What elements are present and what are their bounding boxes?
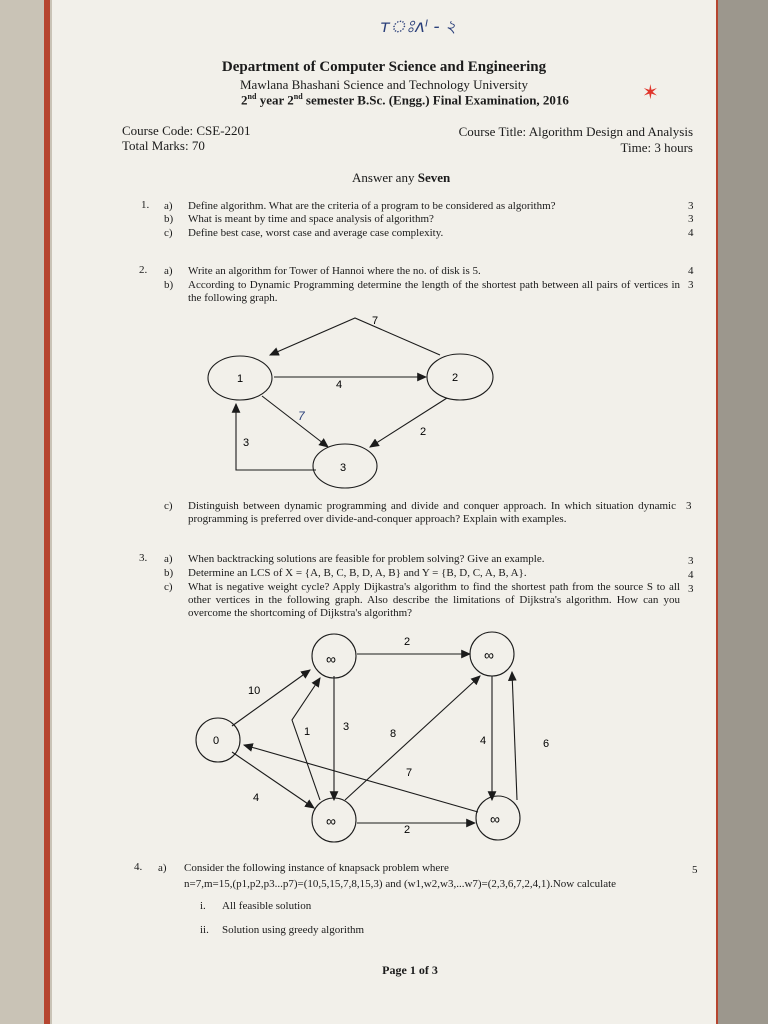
- q4-number: 4.: [134, 861, 143, 873]
- graph1-weight-1-2: 4: [336, 379, 343, 391]
- q4a-line1: Consider the following instance of knapsack problem where: [184, 862, 449, 874]
- q4-item-1-label: i.: [200, 900, 206, 912]
- page-number: Page 1 of 3: [382, 963, 438, 977]
- q2b-label: b): [164, 279, 174, 291]
- q3b-marks: 4: [688, 569, 694, 581]
- graph2-weight-br-tr: 6: [543, 738, 550, 750]
- total-marks: Total Marks: 70: [122, 138, 205, 153]
- graph2-weight-s-bl: 4: [253, 792, 260, 804]
- graph2-node-top-left: ∞: [326, 651, 336, 667]
- q2a-text: Write an algorithm for Tower of Hannoi where the no. of disk is 5.: [188, 265, 481, 277]
- q1b-marks: 3: [688, 213, 694, 225]
- q3b-text: Determine an LCS of X = {A, B, C, B, D, A, B} and Y = {B, D, C, A, B, A}.: [188, 567, 527, 579]
- q4a-label: a): [158, 862, 167, 874]
- q3c-text: What is negative weight cycle? Apply Dijkastra's algorithm to find the shortest path from the source S to all other vertices in the following graph. Also describe the limitations of Dijkstra's algorithm. How can you overcome the shortcoming of Dijkstra's algorithm?: [188, 581, 680, 619]
- q1a-text: Define algorithm. What are the criteria of a program to be considered as algorithm?: [188, 200, 556, 212]
- q1c-marks: 4: [688, 227, 694, 239]
- q1a-label: a): [164, 200, 173, 212]
- q3-number: 3.: [139, 552, 148, 564]
- edge-s-tl: [232, 670, 310, 726]
- department-title: Department of Computer Science and Engineering: [221, 59, 547, 75]
- q3a-label: a): [164, 553, 173, 565]
- edge-s-bl: [232, 752, 314, 808]
- edge-bl-tl: [292, 678, 320, 800]
- graph1-weight-2-1: 7: [372, 315, 379, 327]
- q3a-text: When backtracking solutions are feasible for problem solving? Give an example.: [188, 553, 545, 565]
- course-title: Course Title: Algorithm Design and Analysis: [458, 124, 693, 139]
- q4a-marks: 5: [692, 864, 698, 876]
- q4-item-1-text: All feasible solution: [222, 900, 312, 912]
- handwritten-note: ᴛঃᴧᴵ - ২: [380, 17, 457, 37]
- edge-2-3: [370, 398, 447, 447]
- graph1-handwritten-annotation: 7: [298, 409, 305, 423]
- exam-title: 2nd year 2nd semester B.Sc. (Engg.) Final Examination, 2016: [241, 92, 569, 108]
- red-star-mark: ✶: [642, 80, 659, 104]
- graph2-weight-bl-tr: 8: [390, 728, 397, 740]
- university-name: Mawlana Bhashani Science and Technology University: [239, 77, 529, 92]
- graph2-weight-tl-tr: 2: [404, 636, 411, 648]
- edge-2-1: [270, 318, 440, 355]
- graph2-weight-bl-br: 2: [404, 824, 411, 836]
- q3b-label: b): [164, 567, 174, 579]
- q2c-marks: 3: [686, 500, 692, 512]
- edge-1-3: [262, 396, 328, 447]
- graph2-weight-bl-tl: 1: [304, 726, 311, 738]
- edge-br-tr: [512, 672, 517, 800]
- graph1-weight-2-3: 2: [420, 426, 427, 438]
- q2b-text: According to Dynamic Programming determine the length of the shortest path between all pairs of vertices in the following graph.: [188, 279, 680, 304]
- edge-br-s: [244, 745, 478, 812]
- q4a-line2: n=7,m=15,(p1,p2,p3...p7)=(10,5,15,7,8,15,3) and (w1,w2,w3,...w7)=(2,3,6,7,2,4,1).Now calculate: [184, 878, 617, 890]
- edge-bl-tr: [345, 676, 480, 800]
- q1c-text: Define best case, worst case and average case complexity.: [188, 227, 444, 239]
- exam-time: Time: 3 hours: [620, 140, 693, 155]
- graph1-node-2-circle: [427, 354, 493, 400]
- graph1-node-2: 2: [452, 372, 459, 384]
- q2a-label: a): [164, 265, 173, 277]
- q2b-marks: 3: [688, 279, 694, 291]
- q1c-label: c): [164, 227, 173, 239]
- q2c-label: c): [164, 500, 173, 512]
- q2c-text: Distinguish between dynamic programming and divide and conquer approach. In which situation dynamic programming is preferred over divide-and-conquer approach? Explain with examples.: [188, 500, 676, 525]
- q1b-label: b): [164, 213, 174, 225]
- graph1-weight-3-1: 3: [243, 437, 250, 449]
- graph1-node-3: 3: [340, 462, 347, 474]
- q1a-marks: 3: [688, 200, 694, 212]
- q3c-label: c): [164, 581, 173, 593]
- q2-number: 2.: [139, 264, 148, 276]
- instruction: Answer any Seven: [352, 170, 451, 185]
- graph2-node-bottom-left: ∞: [326, 813, 336, 829]
- graph2-node-bottom-right: ∞: [490, 811, 500, 827]
- q3a-marks: 3: [688, 555, 694, 567]
- q2a-marks: 4: [688, 265, 694, 277]
- q1b-text: What is meant by time and space analysis of algorithm?: [188, 213, 434, 225]
- q4-item-2-label: ii.: [200, 924, 209, 936]
- graph2-weight-tr-br: 4: [480, 735, 487, 747]
- course-code: Course Code: CSE-2201: [122, 123, 251, 138]
- graph1-node-1: 1: [237, 373, 244, 385]
- q4-item-2-text: Solution using greedy algorithm: [222, 924, 365, 936]
- graph2-weight-br-s: 7: [406, 767, 413, 779]
- q3c-marks: 3: [688, 583, 694, 595]
- q1-number: 1.: [141, 199, 150, 211]
- graph2-node-source: 0: [213, 735, 220, 747]
- graph2-node-top-right: ∞: [484, 647, 494, 663]
- graph2-weight-s-tl: 10: [248, 685, 261, 697]
- graph2-weight-tl-bl: 3: [343, 721, 350, 733]
